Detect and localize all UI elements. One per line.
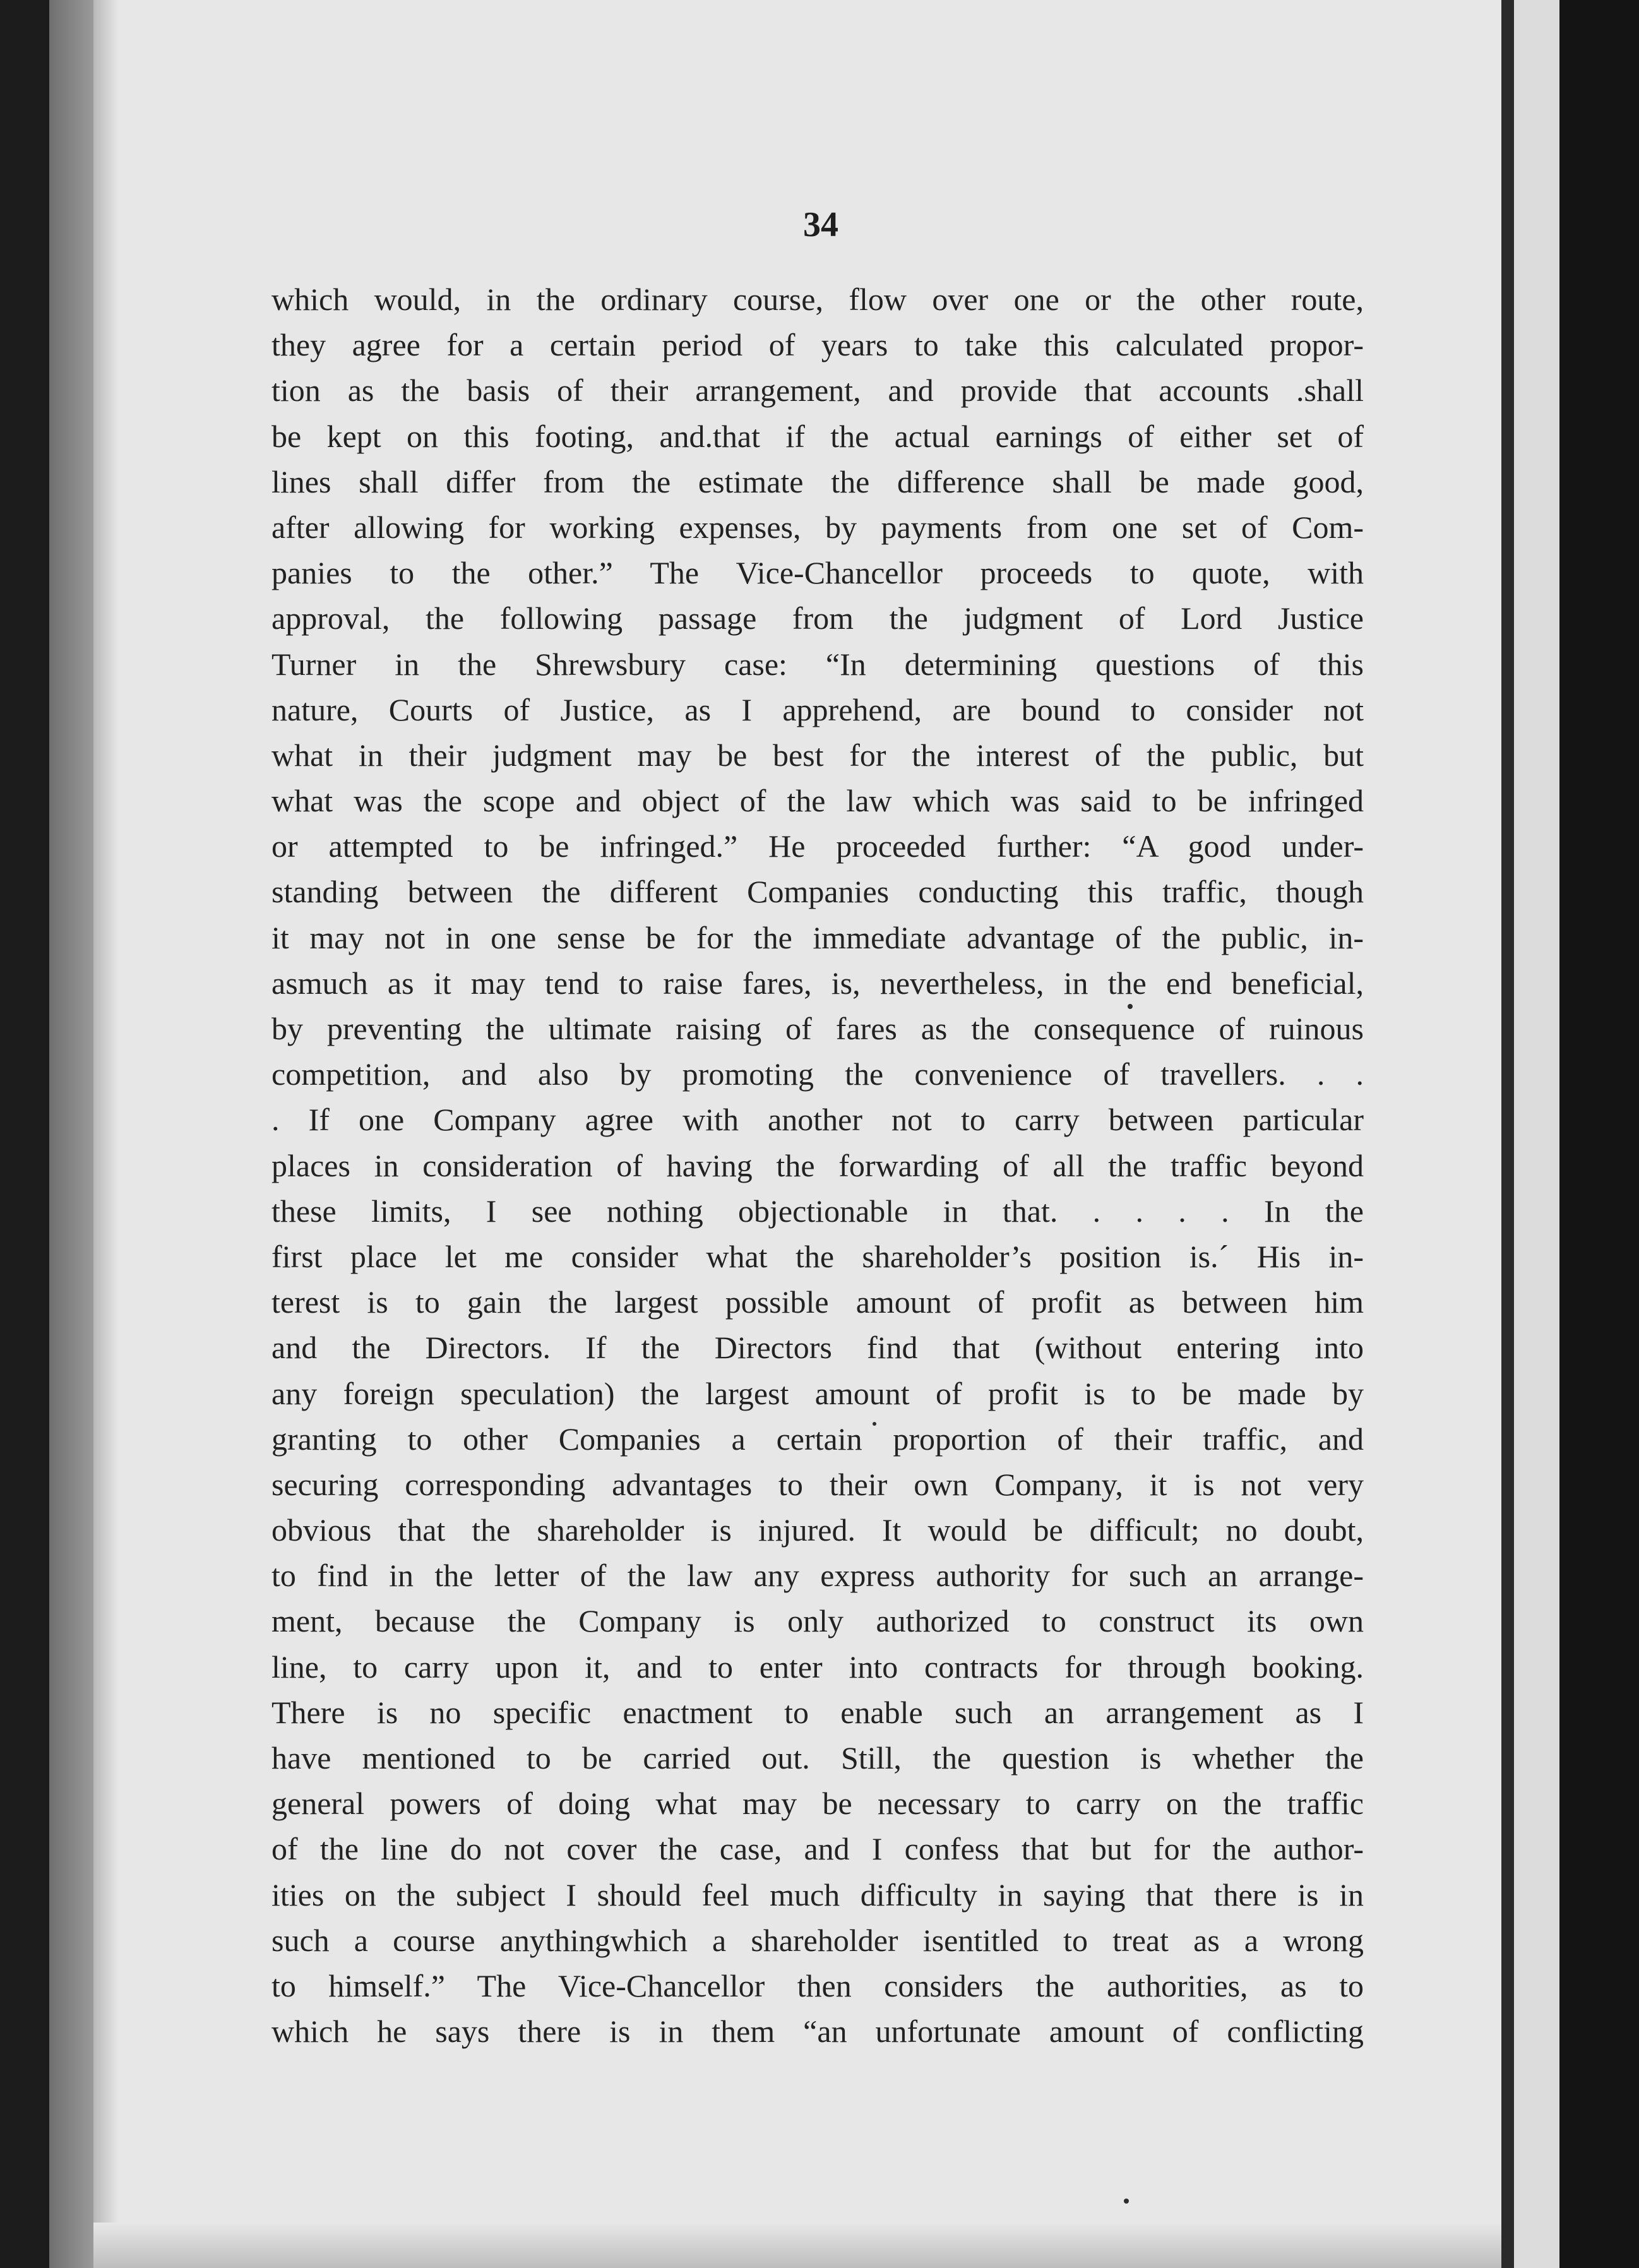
text-line: terest is to gain the largest possible amount of profit as between him: [271, 1284, 1364, 1320]
text-line: what was the scope and object of the law which was said to be infringed: [271, 783, 1364, 819]
text-line: competition, and also by promoting the convenience of travellers. . .: [271, 1056, 1364, 1092]
page-binding-shadow: [93, 0, 119, 2268]
text-line: by preventing the ultimate raising of fares as the consequence of ruinous: [271, 1011, 1364, 1046]
page-bottom-edge: [93, 2223, 1501, 2268]
text-line: standing between the different Companies conducting this traffic, though: [271, 874, 1364, 910]
text-line: and the Directors. If the Directors find that (without entering into: [271, 1330, 1364, 1366]
film-border-right: [1559, 0, 1639, 2268]
text-line: Turner in the Shrewsbury case: “In determining questions of this: [271, 646, 1364, 682]
text-line: . If one Company agree with another not to carry between particular: [271, 1102, 1364, 1138]
text-line: panies to the other.” The Vice-Chancellor proceeds to quote, with: [271, 555, 1364, 591]
text-line: obvious that the shareholder is injured. It would be difficult; no doubt,: [271, 1512, 1364, 1548]
text-line: such a course anythingwhich a shareholder isentitled to treat as a wrong: [271, 1922, 1364, 1958]
page-number: 34: [803, 205, 838, 244]
text-line: securing corresponding advantages to their own Company, it is not very: [271, 1466, 1364, 1502]
scan-speck: [1124, 2199, 1129, 2204]
text-line: what in their judgment may be best for the interest of the public, but: [271, 737, 1364, 773]
text-line: first place let me consider what the shareholder’s position is.´ His in-: [271, 1238, 1364, 1274]
text-line: asmuch as it may tend to raise fares, is, nevertheless, in the end beneficial,: [271, 965, 1364, 1001]
text-line: lines shall differ from the estimate the difference shall be made good,: [271, 463, 1364, 499]
text-line: to find in the letter of the law any express authority for such an arrange-: [271, 1558, 1364, 1594]
text-line: these limits, I see nothing objectionable in that. . . . . In the: [271, 1193, 1364, 1229]
body-text: [271, 277, 1364, 2054]
text-line: it may not in one sense be for the immediate advantage of the public, in-: [271, 919, 1364, 955]
text-line: after allowing for working expenses, by payments from one set of Com-: [271, 509, 1364, 545]
text-line: have mentioned to be carried out. Still, the question is whether the: [271, 1740, 1364, 1776]
text-line: approval, the following passage from the judgment of Lord Justice: [271, 600, 1364, 636]
text-line: line, to carry upon it, and to enter into contracts for through booking.: [271, 1649, 1364, 1685]
text-line: of the line do not cover the case, and I confess that but for the author-: [271, 1831, 1364, 1867]
text-line: be kept on this footing, and.that if the actual earnings of either set of: [271, 418, 1364, 454]
text-line: which he says there is in them “an unfortunate amount of conflicting: [271, 2014, 1364, 2050]
page-edge-left: [49, 0, 93, 2268]
text-line: general powers of doing what may be necessary to carry on the traffic: [271, 1786, 1364, 1822]
adjacent-page-sliver: [1514, 0, 1559, 2268]
text-line: or attempted to be infringed.” He proceeded further: “A good under-: [271, 828, 1364, 864]
text-line: granting to other Companies a certain proportion of their traffic, and: [271, 1421, 1364, 1457]
text-line: ities on the subject I should feel much difficulty in saying that there is in: [271, 1877, 1364, 1913]
text-line: which would, in the ordinary course, flow over one or the other route,: [271, 282, 1364, 317]
text-line: ment, because the Company is only authorized to construct its own: [271, 1603, 1364, 1639]
text-line: There is no specific enactment to enable such an arrangement as I: [271, 1694, 1364, 1730]
text-line: any foreign speculation) the largest amount of profit is to be made by: [271, 1375, 1364, 1411]
film-border-left: [0, 0, 49, 2268]
text-line: to himself.” The Vice-Chancellor then considers the authorities, as to: [271, 1967, 1364, 2003]
text-line: tion as the basis of their arrangement, and provide that accounts .shall: [271, 373, 1364, 409]
text-line: they agree for a certain period of years to take this calculated propor-: [271, 327, 1364, 363]
text-line: places in consideration of having the forwarding of all the traffic beyond: [271, 1147, 1364, 1183]
page-gutter: [1501, 0, 1514, 2268]
text-line: nature, Courts of Justice, as I apprehend, are bound to consider not: [271, 691, 1364, 727]
